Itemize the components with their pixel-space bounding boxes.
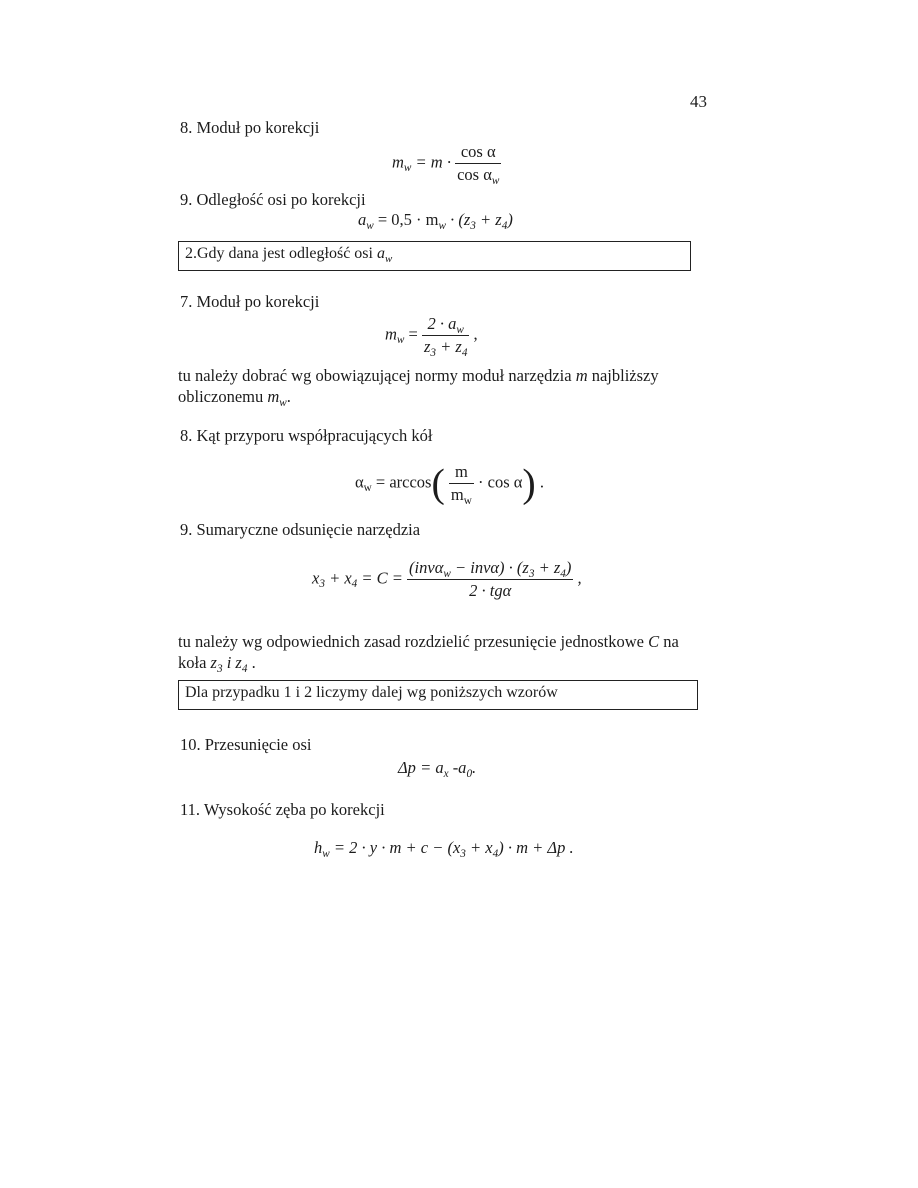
formula-axis-distance: $a_w = 0,5 \cdot m_w \cdot (z_3 + z_4)$ — [358, 210, 513, 232]
item-8b-heading: 8. Kąt przyporu współpracujących kół — [180, 426, 433, 445]
paragraph-module-selection-line2: obliczonemu $m_w$. — [178, 387, 291, 409]
formula-axis-shift: $\Delta p = a_x$ $-a_0$. — [398, 758, 477, 780]
item-11-heading: 11. Wysokość zęba po korekcji — [180, 800, 385, 819]
case-2-box: 2.Gdy dana jest odległość osi $a_w$ — [178, 241, 691, 271]
paragraph-shift-distribution-line1: tu należy wg odpowiednich zasad rozdzielić przesunięcie jednostkowe C na — [178, 632, 679, 651]
formula-tooth-height: $h_w = 2 \cdot y \cdot m + c - (x_3 + x_4) \cdot m + \Delta p$ . — [314, 838, 574, 860]
paragraph-module-selection-line1: tu należy dobrać wg obowiązującej normy moduł narzędzia m najbliższy — [178, 366, 659, 385]
formula-module-correction: $m_w = m$ · $\frac{\text{cos α}}{\cos \alpha_w}$ — [392, 142, 500, 187]
item-8-heading: 8. Moduł po korekcji — [180, 118, 320, 137]
formula-total-shift: $x_3 + x_4 = C$ = $\frac{(inv\alpha_w - inv\alpha) \cdot (z_3 + z_4)}{\text{2 · tgα}}$ , — [312, 558, 582, 600]
cases-1-2-box: Dla przypadku 1 i 2 liczymy dalej wg poniższych wzorów — [178, 680, 698, 710]
formula-pressure-angle: $\alpha_w = \arccos$( $\frac{m}{m_w}$ · cos α) . — [355, 460, 544, 507]
item-9-heading: 9. Odległość osi po korekcji — [180, 190, 366, 209]
paragraph-shift-distribution-line2: koła $z_3$ i $z_4$ . — [178, 653, 256, 675]
item-9b-heading: 9. Sumaryczne odsunięcie narzędzia — [180, 520, 421, 539]
formula-module-from-distance: $m_w$ = $\frac{2 \cdot a_w}{z_3 + z_4}$ , — [385, 314, 478, 359]
item-10-heading: 10. Przesunięcie osi — [180, 735, 312, 754]
item-7-heading: 7. Moduł po korekcji — [180, 292, 320, 311]
page-number: 43 — [690, 92, 707, 111]
